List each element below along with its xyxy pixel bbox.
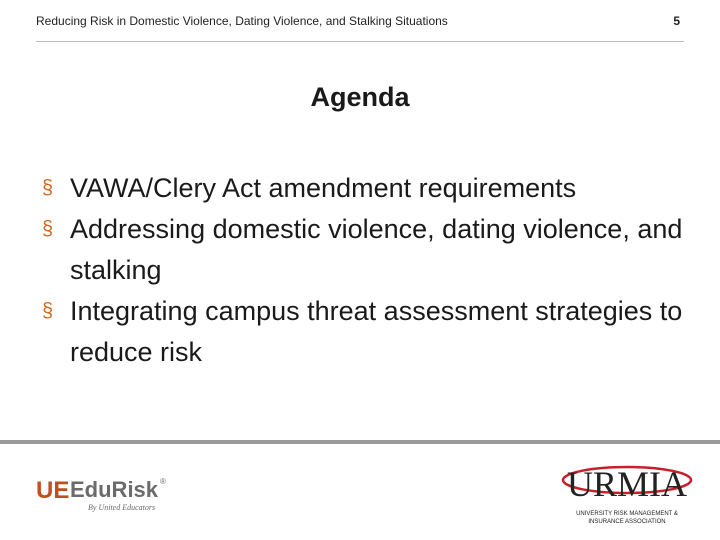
header-divider	[36, 41, 684, 42]
urmia-name: URMIA	[566, 464, 688, 504]
edurisk-registered: ®	[160, 477, 166, 486]
footer-divider	[0, 440, 720, 444]
urmia-line1: UNIVERSITY RISK MANAGEMENT &	[576, 511, 678, 517]
edurisk-logo	[36, 470, 176, 514]
urmia-logo	[560, 452, 695, 532]
header-title: Reducing Risk in Domestic Violence, Dating Violence, and Stalking Situations	[36, 14, 448, 28]
urmia-line2: INSURANCE ASSOCIATION	[588, 519, 666, 525]
bullet-list	[40, 168, 690, 373]
square-bullet-icon: §	[42, 177, 54, 199]
page-number: 5	[673, 14, 680, 28]
edurisk-mark: UE	[36, 477, 70, 504]
bullet-text: Integrating campus threat assessment strategies to reduce risk	[70, 296, 683, 367]
bullet-text: VAWA/Clery Act amendment requirements	[70, 173, 577, 203]
edurisk-tagline: By United Educators	[88, 503, 156, 512]
bullet-item	[40, 291, 690, 373]
bullet-item	[40, 209, 690, 291]
bullet-text: Addressing domestic violence, dating violence, and stalking	[70, 214, 683, 285]
bullet-item	[40, 168, 690, 209]
slide-title: Agenda	[310, 82, 410, 112]
edurisk-name: EduRisk	[70, 477, 159, 502]
square-bullet-icon: §	[42, 218, 54, 240]
square-bullet-icon: §	[42, 300, 54, 322]
